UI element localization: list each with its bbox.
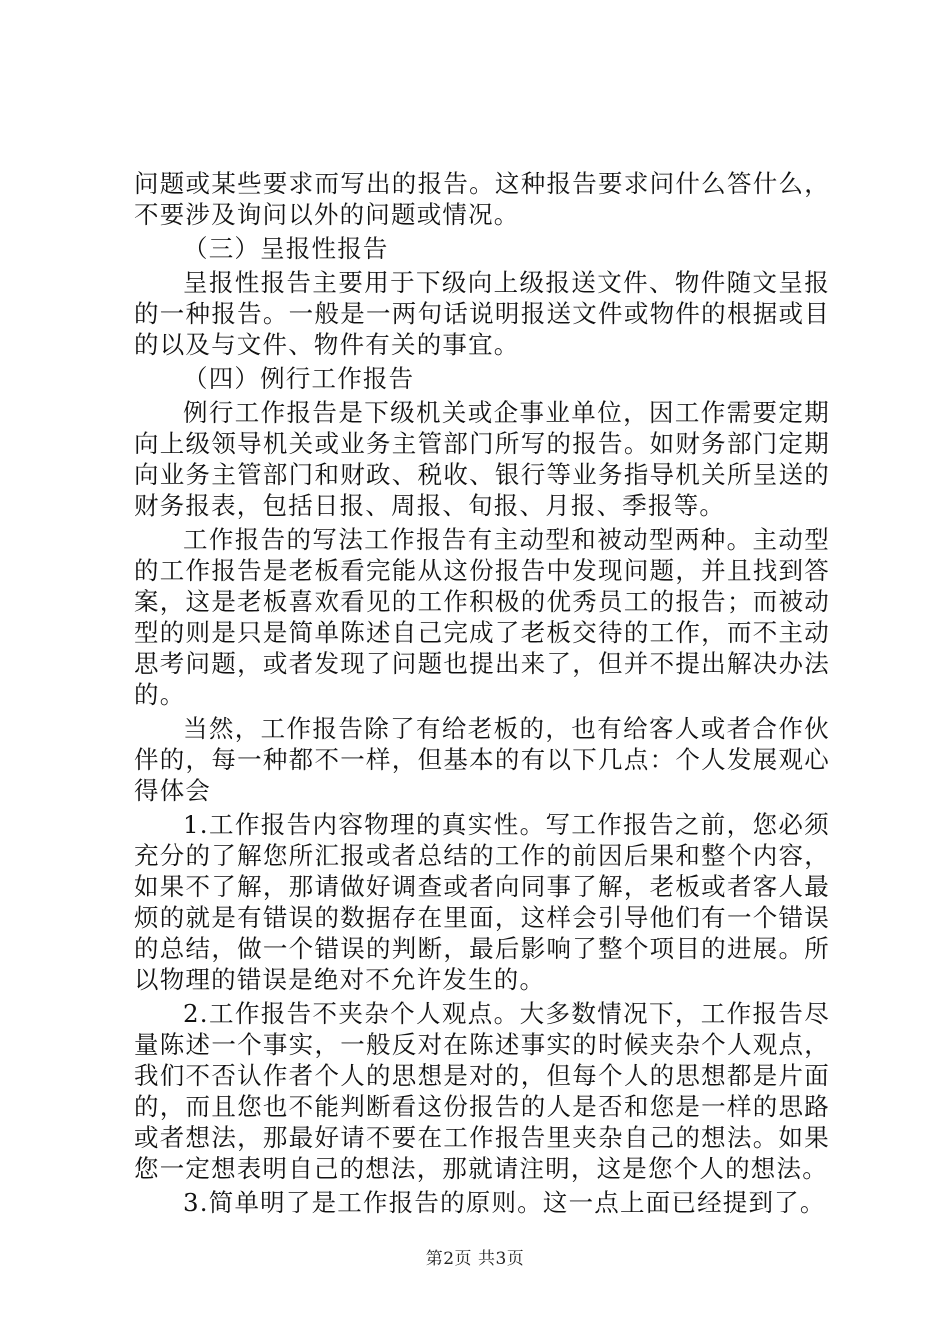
list-item-1: 1.工作报告内容物理的真实性。写工作报告之前，您必须充分的了解您所汇报或者总结的工作的前因后果和整个内容，如果不了解，那请做好调查或者向同事了解，老板或者客人最烦的就是有错误的数据存在里面，这样会引导他们有一个错误的总结，做一个错误的判断，最后影响了整个项目的进展。所以物理的错误是绝对不允许发生的。 xyxy=(134,810,830,994)
paragraph: 工作报告的写法工作报告有主动型和被动型两种。主动型的工作报告是老板看完能从这份报告中发现问题，并且找到答案，这是老板喜欢看见的工作积极的优秀员工的报告；而被动型的则是只是简单陈述自己完成了老板交待的工作，而不主动思考问题，或者发现了问题也提出来了，但并不提出解决办法的。 xyxy=(134,525,830,709)
list-item-2: 2.工作报告不夹杂个人观点。大多数情况下，工作报告尽量陈述一个事实，一般反对在陈述事实的时候夹杂个人观点，我们不否认作者个人的思想是对的，但每个人的思想都是片面的，而且您也不能判断看这份报告的人是否和您是一样的思路或者想法，那最好请不要在工作报告里夹杂自己的想法。如果您一定想表明自己的想法，那就请注明，这是您个人的想法。 xyxy=(134,999,830,1183)
page-footer: 第2页 共3页 xyxy=(425,1249,525,1269)
section-heading-3: （三）呈报性报告 xyxy=(183,234,389,263)
section-heading-4: （四）例行工作报告 xyxy=(183,364,415,393)
document-body xyxy=(134,168,830,1221)
paragraph: 呈报性报告主要用于下级向上级报送文件、物件随文呈报的一种报告。一般是一两句话说明报送文件或物件的根据或目的以及与文件、物件有关的事宜。 xyxy=(134,268,830,359)
paragraph-continuation: 问题或某些要求而写出的报告。这种报告要求问什么答什么，不要涉及询问以外的问题或情况。 xyxy=(134,169,830,229)
paragraph: 当然，工作报告除了有给老板的，也有给客人或者合作伙伴的，每一种都不一样，但基本的有以下几点：个人发展观心得体会 xyxy=(134,714,830,805)
list-item-3: 3.简单明了是工作报告的原则。这一点上面已经提到了。 xyxy=(183,1188,826,1217)
paragraph: 例行工作报告是下级机关或企事业单位，因工作需要定期向上级领导机关或业务主管部门所写的报告。如财务部门定期向业务主管部门和财政、税收、银行等业务指导机关所呈送的财务报表，包括日报、周报、旬报、月报、季报等。 xyxy=(134,398,830,520)
